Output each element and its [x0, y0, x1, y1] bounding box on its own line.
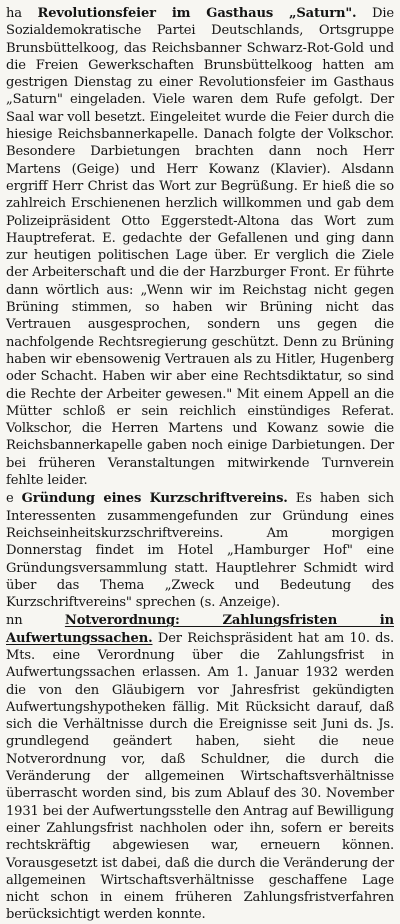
article-paragraph	[6, 490, 394, 611]
article-notverordnung	[6, 612, 394, 923]
article-kicker: ha	[6, 6, 22, 21]
article-kurzschriftverein	[6, 490, 394, 611]
article-kicker: nn	[6, 613, 23, 629]
article-body: Es haben sich Interessenten zusammengefunden zur Gründung eines Reichseinheitskurzschriftvereins. Am morgigen Donnerstag findet im Hotel „Hamburger Hof" eine Gründungsversammlung statt. Hauptlehrer Schmidt wird über das Thema „Zweck und Bedeutung des Kurzschriftvereins" sprechen (s. Anzeige).	[6, 491, 395, 611]
article-headline: Notverordnung: Zahlungsfristen in Aufwertungssachen.	[6, 613, 394, 646]
article-revolutionsfeier	[6, 5, 394, 489]
article-headline: Revolutionsfeier im Gasthaus „Saturn".	[37, 6, 357, 21]
article-kicker: e	[6, 491, 14, 507]
article-paragraph	[6, 5, 394, 489]
article-paragraph	[6, 612, 394, 923]
article-headline: Gründung eines Kurzschriftvereins.	[21, 491, 288, 507]
article-body: Der Reichspräsident hat am 10. ds. Mts. eine Verordnung über die Zahlungsfrist in Aufwertungssachen erlassen. Am 1. Januar 1932 werden die von den Gläubigern vor Jahresfrist gekündigten Aufwertungshypotheken fällig. Mit Rücksicht darauf, daß sich die Verhältnisse durch die Ereignisse seit Juni ds. Js. grundlegend geändert haben, sieht die neue Notverordnung vor, daß Schuldner, die durch die Veränderung der allgemeinen Wirtschaftsverhältnisse überrascht worden sind, bis zum Ablauf des 30. November 1931 bei der Aufwertungsstelle den Antrag auf Bewilligung einer Zahlungsfrist nachholen oder ihn, sofern er bereits rechtskräftig abgewiesen war, erneuern können. Vorausgesetzt ist dabei, daß die durch die Veränderung der allgemeinen Wirtschaftsverhältnisse geschaffene Lage nicht schon in einem früheren Zahlungsfristverfahren berücksichtigt werden konnte.	[6, 630, 394, 923]
article-body: Die Sozialdemokratische Partei Deutschlands, Ortsgruppe Brunsbüttelkoog, das Reichsbanner Schwarz-Rot-Gold und die Freien Gewerkschaften Brunsbüttelkoog hatten am gestrigen Dienstag zu einer Revolutionsfeier im Gasthaus „Saturn" eingeladen. Viele waren dem Rufe gefolgt. Der Saal war voll besetzt. Eingeleitet wurde die Feier durch die hiesige Reichsbannerkapelle. Danach folgte der Volkschor. Besondere Darbietungen brachten dann noch Herr Martens (Geige) und Herr Kowanz (Klavier). Alsdann ergriff Herr Christ das Wort zur Begrüßung. Er hieß die so zahlreich Erschienenen herzlich willkommen und gab dem Polizeipräsident Otto Eggerstedt-Altona das Wort zum Hauptreferat. E. gedachte der Gefallenen und ging dann zur heutigen politischen Lage über. Er verglich die Ziele der Arbeiterschaft und die der Harzburger Front. Er führte dann wörtlich aus: „Wenn wir im Reichstag nicht gegen Brüning stimmen, so haben wir Brüning nicht das Vertrauen ausgesprochen, sondern uns gegen die nachfolgende Rechtsregierung geschützt. Denn zu Brüning haben wir ebensowenig Vertrauen als zu Hitler, Hugenberg oder Schacht. Haben wir aber eine Rechtsdiktatur, so sind die Rechte der Arbeiter gewesen." Mit einem Appell an die Mütter schloß er sein reichlich einstündiges Referat. Volkschor, die Herren Martens und Kowanz sowie die Reichsbannerkapelle gaben noch einige Darbietungen. Der bei früheren Veranstaltungen mitwirkende Turnverein fehlte leider.	[6, 6, 394, 489]
